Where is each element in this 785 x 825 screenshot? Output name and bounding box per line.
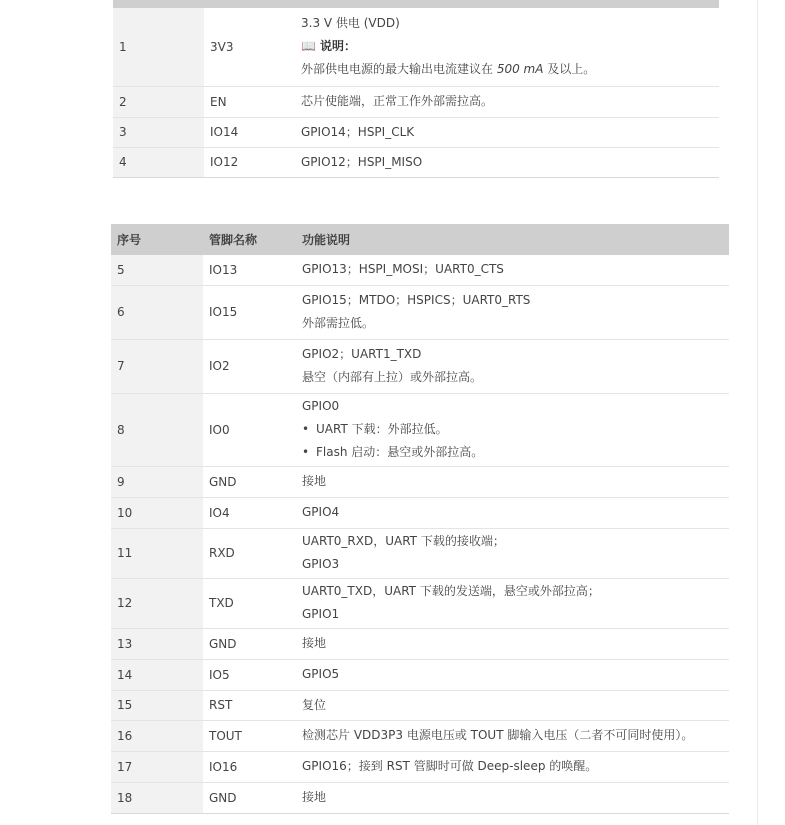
bullet-text: UART 下载：外部拉低。 — [316, 422, 448, 436]
pin-table-part2 — [111, 224, 729, 814]
pin-function — [296, 628, 729, 659]
pin-number: 17 — [111, 751, 203, 782]
pin-function — [296, 659, 729, 690]
pin-function: GPIO12；HSPI_MISO — [295, 147, 719, 177]
pin-number: 18 — [111, 782, 203, 813]
note-text-emphasis: 500 mA — [496, 62, 544, 77]
table-header-row — [111, 224, 729, 255]
function-line: 3.3 V 供电 (VDD) — [301, 16, 400, 31]
pin-name: IO0 — [203, 393, 296, 466]
pin-name: IO12 — [204, 147, 295, 177]
function-line: GPIO13；HSPI_MOSI；UART0_CTS — [302, 262, 504, 277]
function-line: 复位 — [302, 697, 327, 712]
function-line: GPIO0 — [302, 399, 340, 413]
pin-function — [296, 782, 729, 813]
function-line: 检测芯片 VDD3P3 电源电压或 TOUT 脚输入电压（二者不可同时使用）。 — [302, 728, 694, 742]
pin-function — [296, 497, 729, 528]
pin-name: TOUT — [203, 720, 296, 751]
pin-number: 13 — [111, 628, 203, 659]
pin-name: IO4 — [203, 497, 296, 528]
pin-function — [296, 285, 729, 339]
bullet-icon: • — [302, 422, 310, 436]
pin-name: 3V3 — [204, 8, 295, 86]
pin-number: 4 — [113, 147, 204, 177]
table-row — [111, 466, 729, 497]
pin-name: IO15 — [203, 285, 296, 339]
pin-function — [296, 720, 729, 751]
table-row — [111, 339, 729, 393]
table-row — [113, 8, 719, 86]
function-line: UART0_TXD，UART 下载的发送端，悬空或外部拉高； — [302, 584, 600, 598]
table-row — [111, 497, 729, 528]
pin-function: GPIO14；HSPI_CLK — [295, 117, 719, 147]
function-line: GPIO15；MTDO；HSPICS；UART0_RTS — [302, 293, 531, 307]
pin-name: RXD — [203, 528, 296, 578]
function-line: GPIO5 — [302, 667, 340, 681]
pin-name: RST — [203, 690, 296, 720]
function-line: GPIO16；接到 RST 管脚时可做 Deep-sleep 的唤醒。 — [302, 759, 598, 773]
table-row — [111, 393, 729, 466]
pin-name: IO5 — [203, 659, 296, 690]
book-icon: 📖 — [301, 39, 316, 54]
pin-name: IO14 — [204, 117, 295, 147]
pin-name: EN — [204, 86, 295, 117]
note-heading — [301, 35, 719, 58]
note-text-pre: 外部供电电源的最大输出电流建议在 — [301, 62, 497, 77]
pin-number: 15 — [111, 690, 203, 720]
pin-number: 7 — [111, 339, 203, 393]
pin-function — [295, 8, 719, 86]
function-line: 外部需拉低。 — [302, 316, 375, 330]
pin-number: 16 — [111, 720, 203, 751]
pin-number: 8 — [111, 393, 203, 466]
function-line: GPIO3 — [302, 557, 340, 571]
table1-header-bar — [113, 0, 719, 8]
note-text-post: 及以上。 — [543, 62, 596, 77]
function-line: 接地 — [302, 790, 327, 804]
table-row — [111, 255, 729, 285]
pin-function — [296, 528, 729, 578]
page-right-edge — [757, 0, 758, 825]
pin-function — [296, 751, 729, 782]
function-line: 悬空（内部有上拉）或外部拉高。 — [302, 370, 483, 384]
pin-number: 3 — [113, 117, 204, 147]
pin-name: IO2 — [203, 339, 296, 393]
column-header-number: 序号 — [111, 224, 203, 255]
pin-number: 12 — [111, 578, 203, 628]
table-row — [111, 659, 729, 690]
pin-number: 14 — [111, 659, 203, 690]
pin-table-part1 — [113, 8, 719, 178]
function-line: GPIO2；UART1_TXD — [302, 347, 422, 361]
function-line: 接地 — [302, 636, 327, 650]
pin-number: 11 — [111, 528, 203, 578]
column-header-pin-name: 管脚名称 — [203, 224, 296, 255]
function-line: UART0_RXD，UART 下载的接收端； — [302, 534, 505, 548]
bullet-item — [302, 441, 729, 464]
note-text — [301, 58, 719, 81]
table-row — [113, 86, 719, 117]
table-row — [111, 751, 729, 782]
table-row — [113, 147, 719, 177]
pin-number: 1 — [113, 8, 204, 86]
function-line: GPIO4 — [302, 505, 340, 519]
table-row — [111, 720, 729, 751]
table-row — [111, 690, 729, 720]
table-row — [111, 528, 729, 578]
table-row — [113, 117, 719, 147]
pin-number: 2 — [113, 86, 204, 117]
table-row — [111, 628, 729, 659]
pin-name: GND — [203, 628, 296, 659]
pin-function — [296, 393, 729, 466]
pin-function — [296, 578, 729, 628]
note-label: 说明： — [319, 39, 356, 54]
bullet-text: Flash 启动：悬空或外部拉高。 — [316, 445, 484, 459]
pin-function — [296, 255, 729, 285]
pin-number: 10 — [111, 497, 203, 528]
pin-name: IO16 — [203, 751, 296, 782]
bullet-icon: • — [302, 445, 310, 459]
pin-function: 芯片使能端，正常工作外部需拉高。 — [295, 86, 719, 117]
table-row — [111, 285, 729, 339]
function-line: 接地 — [302, 474, 327, 488]
pin-function — [296, 339, 729, 393]
pin-name: GND — [203, 466, 296, 497]
pin-number: 5 — [111, 255, 203, 285]
pin-number: 6 — [111, 285, 203, 339]
pin-function — [296, 690, 729, 720]
table-row — [111, 578, 729, 628]
pin-name: IO13 — [203, 255, 296, 285]
table-row — [111, 782, 729, 813]
column-header-function: 功能说明 — [296, 224, 729, 255]
pin-number: 9 — [111, 466, 203, 497]
function-line: GPIO1 — [302, 607, 340, 621]
pin-function — [296, 466, 729, 497]
bullet-item — [302, 418, 729, 441]
pin-name: GND — [203, 782, 296, 813]
pin-name: TXD — [203, 578, 296, 628]
